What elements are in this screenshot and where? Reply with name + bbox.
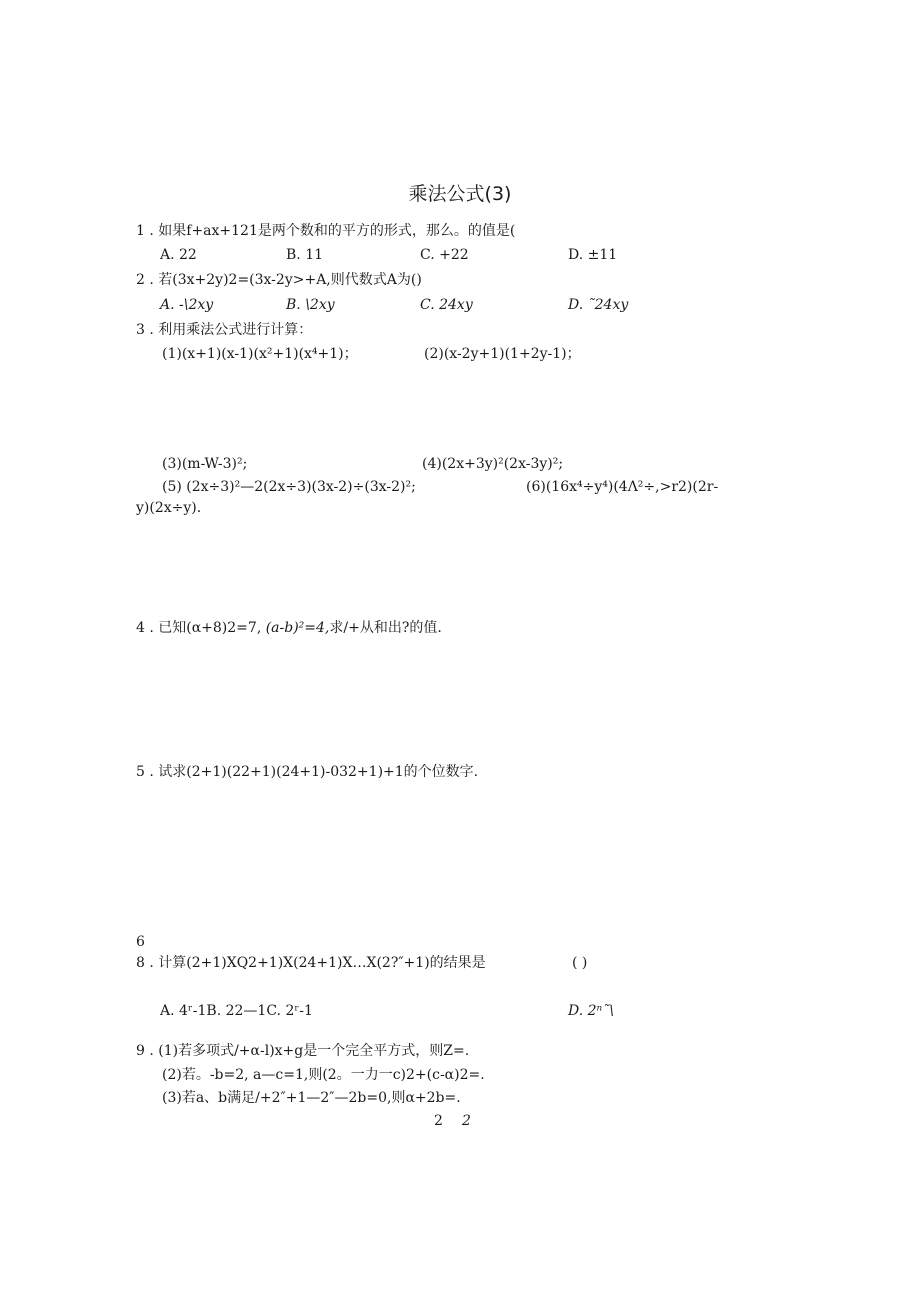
question-8-options-abc: A. 4ʳ-1B. 22—1C. 2ʳ-1 (160, 1003, 313, 1019)
question-9-part-3: (3)若a、b满足/+2″+1—2″—2b=0,则α+2b=. (162, 1090, 461, 1106)
question-2-stem: 2 . 若(3x+2y)2=(3x-2y>+A,则代数式A为() (136, 272, 422, 288)
question-1-option-a: A. 22 (160, 247, 197, 263)
question-9-part-1: 9 . (1)若多项式/+α-l)x+g是一个完全平方式，则Z=. (136, 1043, 470, 1059)
question-3-part-1: (1)(x+1)(x-1)(x²+1)(x⁴+1)； (162, 346, 358, 362)
question-9-part-2: (2)若。-b=2, a—c=1,则(2。一力一c)2+(c-α)2=. (162, 1067, 485, 1083)
question-3-part-6: (6)(16x⁴÷y⁴)(4Λ²÷,>r2)(2r- (526, 479, 719, 495)
question-4-suffix: 求/+从和出?的值. (329, 620, 442, 636)
question-5-stem: 5 . 试求(2+1)(22+1)(24+1)-032+1)+1的个位数字. (136, 764, 479, 780)
question-3-stem: 3 . 利用乘法公式进行计算： (136, 322, 313, 338)
question-8-stem: 8 . 计算(2+1)XQ2+1)X(24+1)X…X(2?″+1)的结果是 (136, 955, 486, 971)
question-4-stem (136, 619, 442, 637)
question-3-part-6-continued: y)(2x÷y). (136, 500, 202, 516)
question-3-part-3: (3)(m-W-3)²; (162, 456, 248, 472)
question-3-part-4: (4)(2x+3y)²(2x-3y)²; (422, 456, 564, 472)
question-2-option-c: C. 24xy (420, 297, 473, 313)
question-9-footnote-2: 2 (462, 1113, 471, 1129)
question-1-option-b: B. 11 (286, 247, 324, 263)
question-4-prefix: 4 . 已知(α+8)2=7, (136, 620, 266, 636)
question-3-part-5: (5) (2x÷3)²—2(2x÷3)(3x-2)÷(3x-2)²; (162, 479, 416, 495)
question-1-stem: 1 . 如果f+ax+121是两个数和的平方的形式，那么。的值是( (136, 223, 516, 239)
question-2-option-a: A. -\2xy (160, 297, 214, 313)
question-3-part-2: (2)(x-2y+1)(1+2y-1)； (424, 346, 581, 362)
question-1-option-c: C. +22 (420, 247, 469, 263)
page-title: 乘法公式(3) (408, 183, 512, 205)
question-2-option-b: B. \2xy (286, 297, 335, 313)
question-2-option-d: D. ˜24xy (568, 297, 629, 313)
question-9-footnote-1: 2 (434, 1113, 443, 1129)
question-1-option-d: D. ±11 (568, 247, 618, 263)
question-8-answer-paren: ( ) (572, 955, 588, 971)
question-6-number: 6 (136, 934, 145, 950)
question-4-formula: (a-b)²=4, (265, 620, 330, 636)
question-8-option-d: D. 2ⁿ˜\ (568, 1003, 614, 1019)
